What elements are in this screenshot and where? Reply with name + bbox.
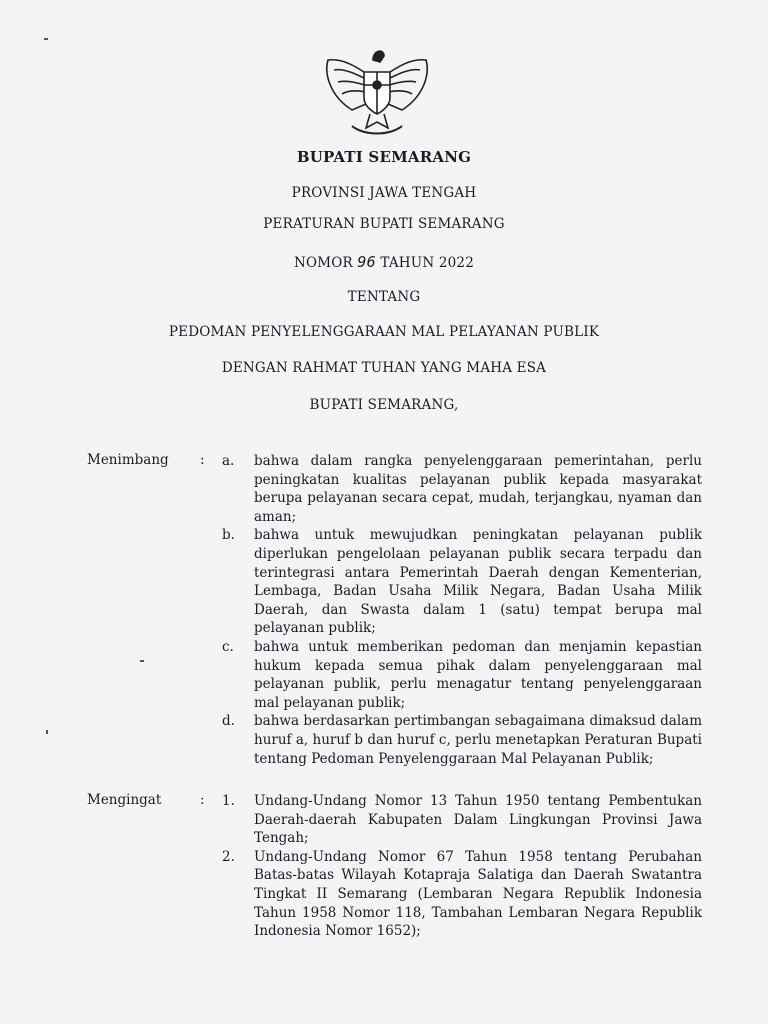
list-item <box>222 452 702 526</box>
province-line: PROVINSI JAWA TENGAH <box>291 185 477 201</box>
mengingat-list <box>222 792 702 941</box>
item-marker: c. <box>222 638 234 655</box>
item-text: Undang-Undang Nomor 13 Tahun 1950 tentang Pembentukan Daerah-daerah Kabupaten Dalam Lingkungan Provinsi Jawa Tengah; <box>254 793 702 847</box>
authority-line: BUPATI SEMARANG, <box>309 397 459 413</box>
mengingat-colon: : <box>200 792 205 808</box>
menimbang-colon: : <box>200 452 205 468</box>
number-suffix: TAHUN 2022 <box>380 255 475 271</box>
list-item <box>222 848 702 941</box>
list-item <box>222 526 702 638</box>
item-text: bahwa untuk mewujudkan peningkatan pelayanan publik diperlukan pengelolaan pelayanan publik secara terpadu dan terintegrasi antara Pemerintah Daerah dengan Kementerian, Lembaga, Badan Usaha Milik Negara, Badan Usaha Milik Daerah, dan Swasta dalam 1 (satu) tempat berupa mal pelayanan publik; <box>254 527 702 637</box>
garuda-emblem-icon <box>318 38 436 138</box>
item-marker: d. <box>222 713 235 730</box>
menimbang-list <box>222 452 702 768</box>
scan-speck <box>46 730 48 734</box>
issuer-title: BUPATI SEMARANG <box>296 148 472 166</box>
item-text: bahwa berdasarkan pertimbangan sebagaimana dimaksud dalam huruf a, huruf b dan huruf c, perlu menetapkan Peraturan Bupati tentang Pedoman Penyelenggaraan Mal Pelayanan Publik; <box>254 713 702 767</box>
item-text: bahwa dalam rangka penyelenggaraan pemerintahan, perlu peningkatan kualitas pelayanan publik kepada masyarakat berupa pelayanan secara cepat, mudah, terjangkau, nyaman dan aman; <box>254 453 702 525</box>
regulation-line: PERATURAN BUPATI SEMARANG <box>263 216 505 232</box>
number-prefix: NOMOR <box>293 255 353 271</box>
about-line: TENTANG <box>347 289 421 305</box>
item-marker: 1. <box>222 793 235 809</box>
list-item <box>222 638 702 712</box>
menimbang-label: Menimbang <box>87 452 169 468</box>
item-marker: b. <box>222 527 235 544</box>
scan-speck <box>44 38 48 40</box>
list-item <box>222 792 702 848</box>
regulation-number <box>0 253 768 271</box>
subject-line: PEDOMAN PENYELENGGARAAN MAL PELAYANAN PUBLIK <box>168 324 600 340</box>
item-text: Undang-Undang Nomor 67 Tahun 1958 tentang Perubahan Batas-batas Wilayah Kotapraja Salatiga dan Daerah Swatantra Tingkat II Semarang (Lembaran Negara Republik Indonesia Tahun 1958 Nomor 118, Tambahan Lembaran Negara Republik Indonesia Nomor 1652); <box>254 848 702 940</box>
list-item <box>222 712 702 768</box>
number-value: 96 <box>357 253 376 271</box>
item-marker: a. <box>222 453 235 469</box>
item-text: bahwa untuk memberikan pedoman dan menjamin kepastian hukum kepada semua pihak dalam penyelenggaraan mal pelayanan publik, perlu menagatur tentang penyelenggaraan mal pelayanan publik; <box>254 638 702 711</box>
mengingat-label: Mengingat <box>87 792 162 808</box>
blessing-line: DENGAN RAHMAT TUHAN YANG MAHA ESA <box>221 360 547 376</box>
scan-speck <box>140 660 144 662</box>
item-marker: 2. <box>222 848 235 865</box>
